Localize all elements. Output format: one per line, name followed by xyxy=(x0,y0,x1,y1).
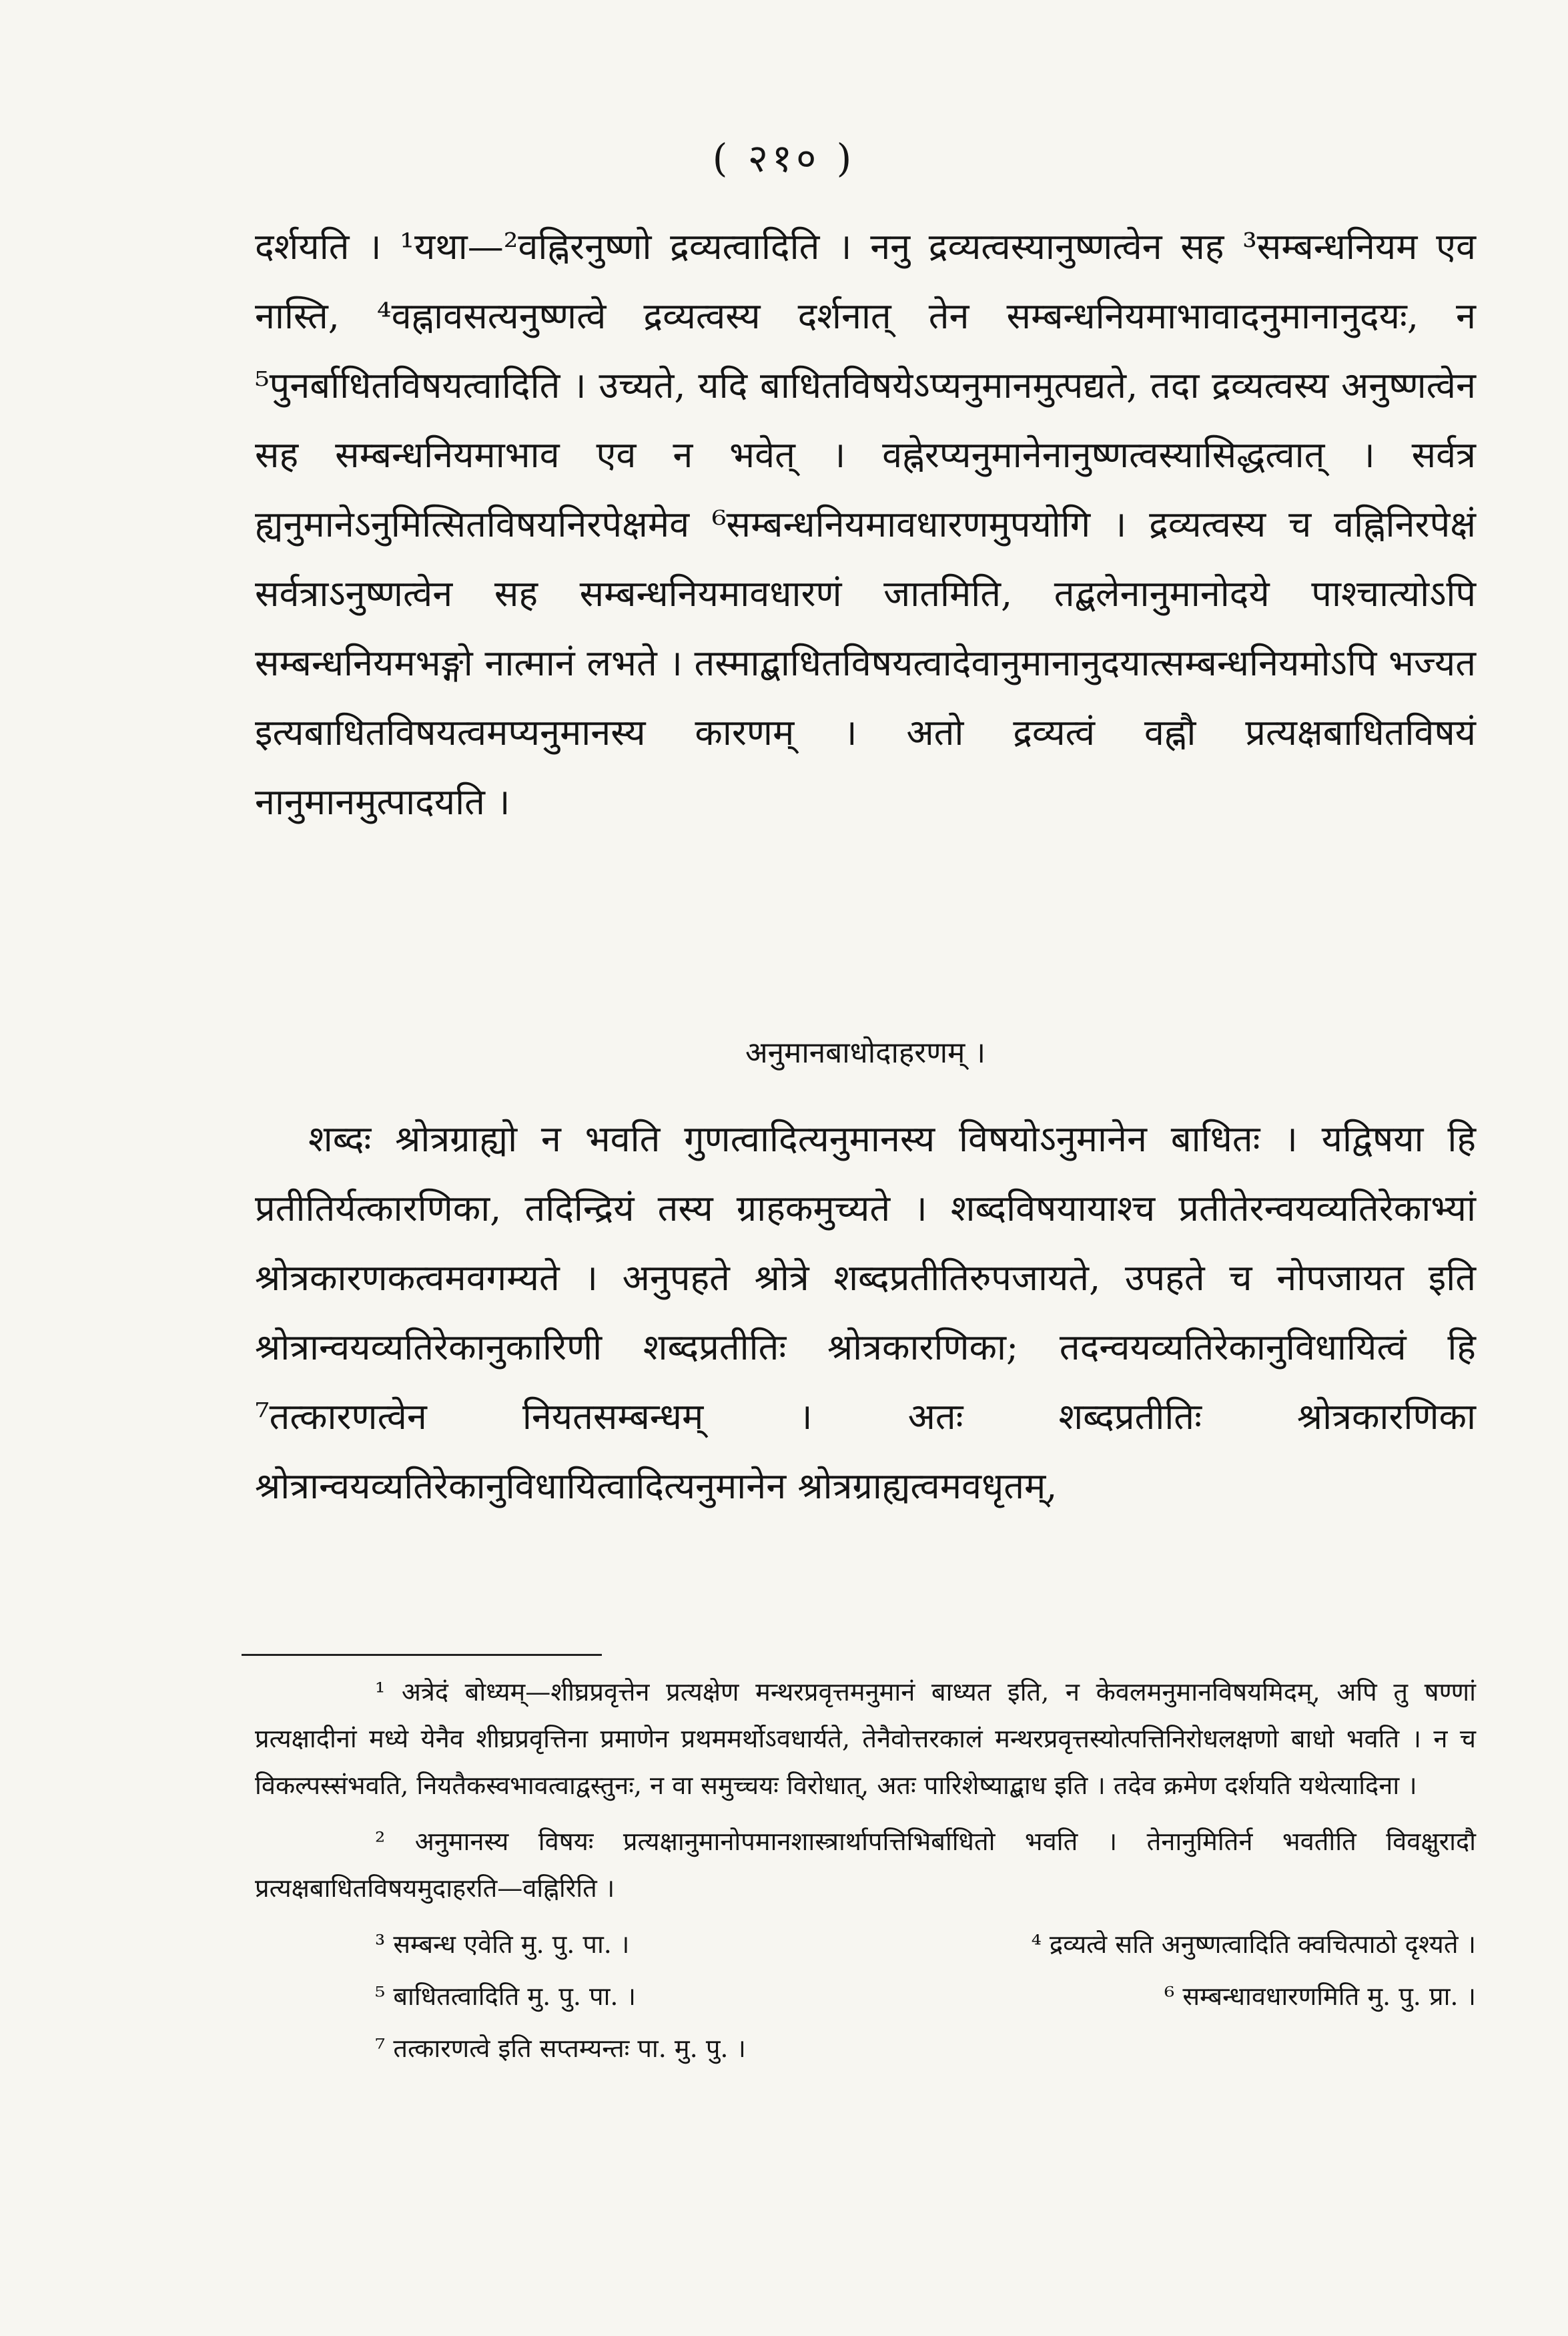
main-paragraph: दर्शयति । ¹यथा—²वह्निरनुष्णो द्रव्यत्वादिति । ननु द्रव्यत्वस्यानुष्णत्वेन सह ³सम्बन्धनियम एव नास्ति, ⁴वह्नावसत्यनुष्णत्वे द्रव्यत्वस्य दर्शनात् तेन सम्बन्धनियमाभावादनुमानानुदयः, न ⁵पुनर्बाधितविषयत्वादिति । उच्यते, यदि बाधितविषयेऽप्यनुमानमुत्पद्यते, तदा द्रव्यत्वस्य अनुष्णत्वेन सह सम्बन्धनियमाभाव एव न भवेत् । वह्नेरप्यनुमानेनानुष्णत्वस्यासिद्धत्वात् । सर्वत्र ह्यनुमानेऽनुमित्सितविषयनिरपेक्षमेव ⁶सम्बन्धनियमावधारणमुपयोगि । द्रव्यत्वस्य च वह्निनिरपेक्षं सर्वत्राऽनुष्णत्वेन सह सम्बन्धनियमावधारणं जातमिति, तद्बलेनानुमानोदये पाश्चात्योऽपि सम्बन्धनियमभङ्गो नात्मानं लभते । तस्माद्बाधितविषयत्वादेवानुमानानुदयात्सम्बन्धनियमोऽपि भज्यत इत्यबाधितविषयत्वमप्यनुमानस्य कारणम् । अतो द्रव्यत्वं वह्नौ प्रत्यक्षबाधितविषयं नानुमानमुत्पादयति । xyxy=(255,226,1476,823)
footnote-3: ³ सम्बन्ध एवेति मु. पु. पा. । xyxy=(375,1930,630,1959)
footnote-7: ⁷ तत्कारणत्वे इति सप्तम्यन्तः पा. मु. पु. । xyxy=(375,2034,746,2063)
section-text-block xyxy=(255,1105,1476,1521)
footnote-row-5-6 xyxy=(375,1973,1476,2020)
footnote-divider xyxy=(242,1654,602,1656)
main-text-block xyxy=(255,212,1476,837)
footnote-5: ⁵ बाधितत्वादिति मु. पु. पा. । xyxy=(375,1982,636,2011)
footnote-2: ² अनुमानस्य विषयः प्रत्यक्षानुमानोपमानशास्त्रार्थापत्तिभिर्बाधितो भवति । तेनानुमितिर्न भवतीति विवक्षुरादौ प्रत्यक्षबाधितविषयमुदाहरति—वह्निरिति । xyxy=(255,1827,1476,1903)
footnote-1: ¹ अत्रेदं बोध्यम्—शीघ्रप्रवृत्तेन प्रत्यक्षेण मन्थरप्रवृत्तमनुमानं बाध्यत इति, न केवलमनुमानविषयमिदम्, अपि तु षण्णां प्रत्यक्षादीनां मध्ये येनैव शीघ्रप्रवृत्तिना प्रमाणेन प्रथममर्थोऽवधार्यते, तेनैवोत्तरकालं मन्थरप्रवृत्तस्योत्पत्तिनिरोधलक्षणो बाधो भवति । न च विकल्पस्संभवति, नियतैकस्वभावत्वाद्वस्तुनः, न वा समुच्चयः विरोधात्, अतः पारिशेष्याद्बाध इति । तदेव क्रमेण दर्शयति यथेत्यादिना । xyxy=(255,1677,1476,1800)
section-paragraph: शब्दः श्रोत्रग्राह्यो न भवति गुणत्वादित्यनुमानस्य विषयोऽनुमानेन बाधितः । यद्विषया हि प्रतीतिर्यत्कारणिका, तदिन्द्रियं तस्य ग्राहकमुच्यते । शब्दविषयायाश्च प्रतीतेरन्वयव्यतिरेकाभ्यां श्रोत्रकारणकत्वमवगम्यते । अनुपहते श्रोत्रे शब्दप्रतीतिरुपजायते, उपहते च नोपजायत इति श्रोत्रान्वयव्यतिरेकानुकारिणी शब्दप्रतीतिः श्रोत्रकारणिका; तदन्वयव्यतिरेकानुविधायित्वं हि ⁷तत्कारणत्वेन नियतसम्बन्धम् । अतः शब्दप्रतीतिः श्रोत्रकारणिका श्रोत्रान्वयव्यतिरेकानुविधायित्वादित्यनुमानेन श्रोत्रग्राह्यत्वमवधृतम्, xyxy=(255,1118,1476,1507)
page-number: ( २१० ) xyxy=(712,135,856,181)
footnote-4: ⁴ द्रव्यत्वे सति अनुष्णत्वादिति क्वचित्पाठो दृश्यते । xyxy=(1031,1930,1476,1959)
section-heading: अनुमानबाधोदाहरणम् । xyxy=(745,1036,986,1070)
footnote-6: ⁶ सम्बन्धावधारणमिति मु. पु. प्रा. । xyxy=(1164,1982,1476,2011)
footnotes xyxy=(255,1669,1476,2077)
footnote-row-7 xyxy=(375,2025,1476,2072)
footnote-row-3-4 xyxy=(375,1921,1476,1968)
